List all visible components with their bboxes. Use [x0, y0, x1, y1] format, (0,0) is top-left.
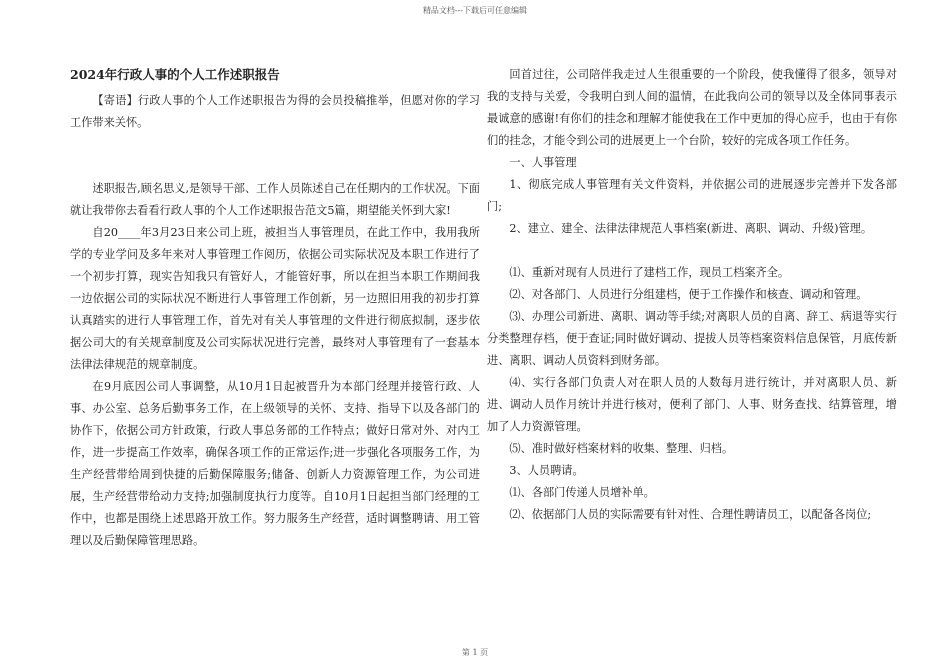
- recruit-subitem-2: ⑵、依据部门人员的实际需要有针对性、合理性聘请员工，以配备各岗位;: [509, 508, 872, 521]
- recruit-subitem-1: ⑴、各部门传递人员增补单。: [509, 486, 655, 499]
- page-header: 精品文档---下载后可任意编辑: [422, 6, 528, 15]
- item-2: 2、建立、建全、法律法律规范人事档案(新进、离职、调动、升级)管理。: [509, 222, 873, 235]
- paragraph-review: 回首过往，公司陪伴我走过人生很重要的一个阶段，使我懂得了很多，领导对我的支持与关爱，令我明白到人间的温情，在此我向公司的领导以及全体同事表示最诚意的感谢!有你们的挂念和理解才能使我在工作中更加的得心应手，也由于有你们的挂念，才能令到公司的进展更上一个台阶，较好的完成各项工作任务。: [487, 68, 897, 147]
- paragraph-promotion: 在9月底因公司人事调整，从10月1日起被晋升为本部门经理并接管行政、人事、办公室、总务后勤事务工作，在上级领导的关怀、支持、指导下以及各部门的协作下，依据公司方针政策，行政人事总务部的工作特点；做好日常对外、对内工作，进一步提高工作效率，确保各项工作的正常运作;进一步强化各项服务工作，为生产经营带给周到快捷的后勤保障服务;储备、创新人力资源管理工作，为公司进展，生产经营带给动力支持;加强制度执行力度等。自10月1日起担当部门经理的工作中，也都是围绕上述思路开放工作。努力服务生产经营，适时调整聘请、用工管理以及后勤保障管理思路。: [70, 380, 480, 547]
- subitem-1: ⑴、重新对现有人员进行了建档工作，现员工档案齐全。: [509, 266, 790, 279]
- left-column: [70, 64, 480, 552]
- paragraph-start-work: 自20____年3月23日来公司上班，被担当人事管理员，在此工作中，我用我所学的专业学问及多年来对人事管理工作阅历，依据公司实际状况及本职工作进行了一个初步打算，现实告知我只有管好人，才能管好事，所以在担当本职工作期间我一边依据公司的实际状况不断进行人事管理工作创新，另一边照旧用我的初步打算认真踏实的进行人事管理工作，首先对有关人事管理的文件进行彻底拟制，逐步依据公司大的有关规章制度及公司实际状况进行完善，最终对人事管理有了一套基本法律法律规范的规章制度。: [70, 226, 480, 371]
- subitem-4: ⑷、实行各部门负责人对在职人员的人数每月进行统计，并对离职人员、新进、调动人员作月统计并进行核对，便利了部门、人事、财务查找、结算管理，增加了人力资源管理。: [487, 376, 897, 433]
- subitem-3: ⑶、办理公司新进、离职、调动等手续;对离职人员的自离、辞工、病退等实行分类整理存档，便于查证;同时做好调动、提拔人员等档案资料信息保管，月底传新进、离职、调动人员资料到财务部。: [487, 310, 897, 367]
- section-heading-personnel: 一、人事管理: [509, 156, 577, 169]
- report-title: 2024年行政人事的个人工作述职报告: [70, 67, 280, 82]
- subitem-5: ⑸、准时做好档案材料的收集、整理、归档。: [509, 442, 734, 455]
- subitem-2: ⑵、对各部门、人员进行分组建档，便于工作操作和核查、调动和管理。: [509, 288, 868, 301]
- item-3: 3、人员聘请。: [509, 464, 584, 477]
- paragraph-foreword: 【寄语】行政人事的个人工作述职报告为得的会员投稿推举，但愿对你的学习工作带来关怀。: [70, 94, 480, 129]
- page-footer: 第 1 页: [461, 648, 489, 657]
- item-1: 1、彻底完成人事管理有关文件资料，并依据公司的进展逐步完善并下发各部门;: [487, 178, 897, 213]
- paragraph-intro: 述职报告,顾名思义,是领导干部、工作人员陈述自己在任期内的工作状况。下面就让我带你去看看行政人事的个人工作述职报告范文5篇，期望能关怀到大家!: [70, 182, 480, 217]
- right-column: [487, 64, 897, 526]
